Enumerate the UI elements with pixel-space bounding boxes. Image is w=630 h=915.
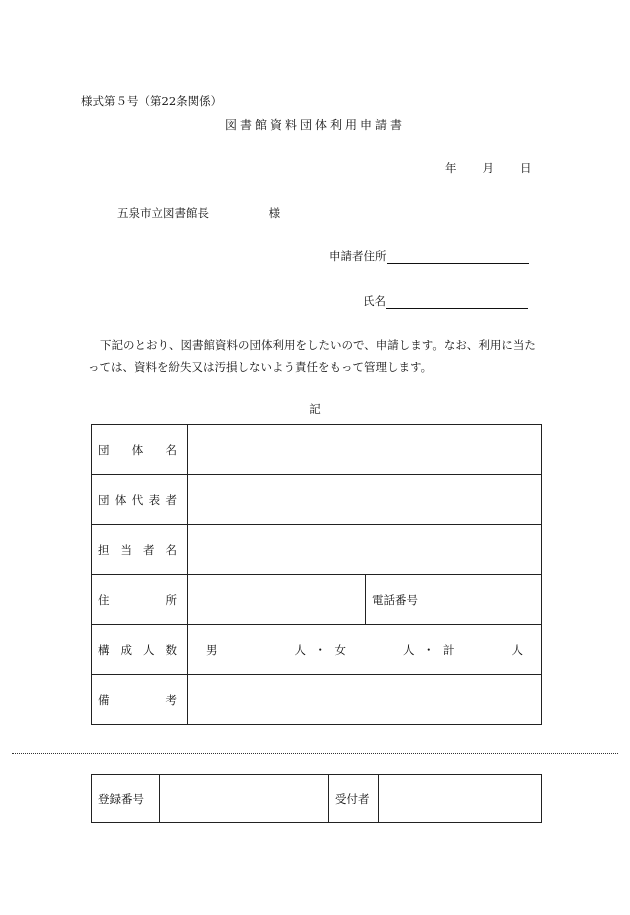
addressee-name: 五泉市立図書館長 [117,206,209,220]
table-row [92,775,542,823]
applicant-address-field[interactable] [387,250,529,264]
form-number: 様式第５号（第22条関係） [81,94,223,108]
person-unit: 人 [511,642,523,657]
table-row [92,525,542,575]
receiver-label: 受付者 [329,775,379,823]
honorific: 様 [268,206,281,220]
office-use-table [91,774,542,823]
total-label: 計 [443,642,455,657]
registration-number-field[interactable] [160,775,329,823]
remarks-label: 備 考 [98,692,177,707]
registration-number-label: 登録番号 [92,775,160,823]
applicant-address-label: 申請者住所 [329,249,387,263]
male-label: 男 [206,642,218,657]
applicant-name-label: 氏名 [363,294,386,308]
body-paragraph [88,334,558,378]
person-in-charge-field[interactable] [188,525,542,575]
ki-heading: 記 [309,402,321,416]
table-row [92,675,542,725]
separator-dot: ・ [314,642,326,657]
addressee [117,205,280,221]
address-label: 住 所 [98,592,177,607]
applicant-name-field[interactable] [386,295,528,309]
table-row [92,625,542,675]
body-line-2: っては、資料を紛失又は汚損しないよう責任をもって管理します。 [88,360,433,374]
representative-field[interactable] [188,475,542,525]
phone-label: 電話番号 [372,592,418,607]
application-table [91,424,542,725]
address-field[interactable] [188,575,366,624]
date-month: 月 [482,161,494,175]
female-label: 女 [334,642,346,657]
receiver-field[interactable] [379,775,542,823]
body-line-1: 下記のとおり、図書館資料の団体利用をしたいので、申請します。なお、利用に当た [100,338,536,352]
separator-dot: ・ [423,642,435,657]
table-row [92,475,542,525]
cut-line [12,753,618,754]
date-year: 年 [445,161,457,175]
applicant-name [363,293,528,309]
phone-cell[interactable] [366,575,541,624]
members-label: 構 成 人 数 [98,642,177,657]
person-in-charge-label: 担 当 者 名 [98,542,177,557]
table-row [92,425,542,475]
person-unit: 人 [403,642,415,657]
representative-label: 団 体 代 表 者 [98,492,177,507]
date-line [445,160,532,176]
members-field[interactable] [188,625,542,675]
group-name-field[interactable] [188,425,542,475]
applicant-address [329,248,529,264]
group-name-label: 団 体 名 [98,442,177,457]
date-day: 日 [520,161,532,175]
table-row [92,575,542,625]
person-unit: 人 [294,642,306,657]
document-title: 図書館資料団体利用申請書 [224,118,405,132]
remarks-field[interactable] [188,675,542,725]
